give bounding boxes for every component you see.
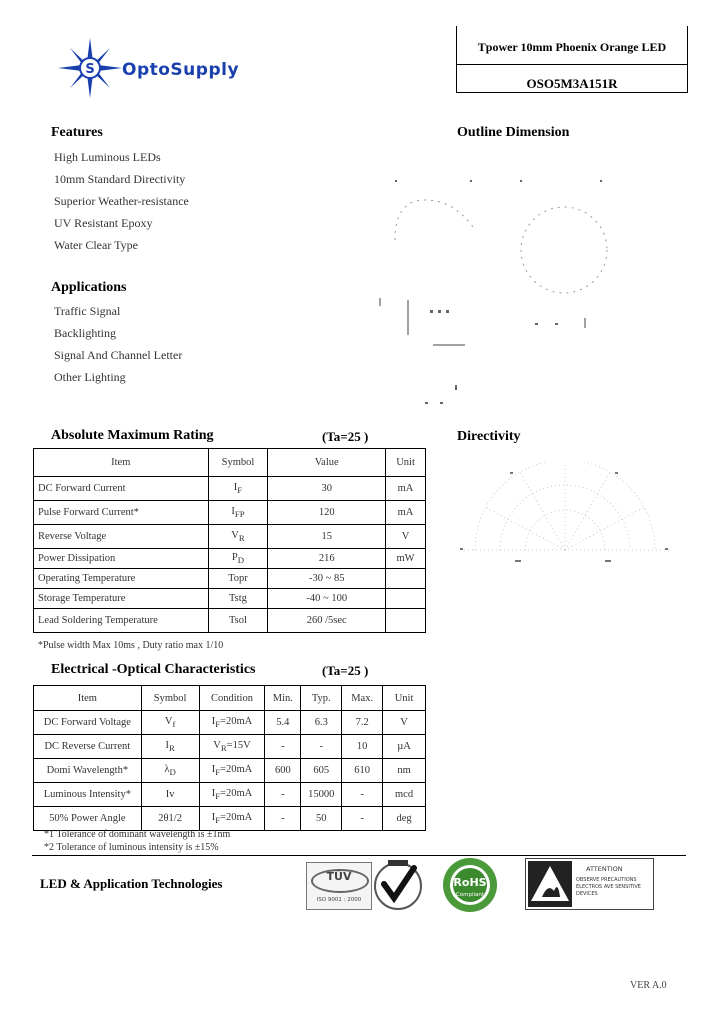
attention-text: OBSERVE PRECAUTIONS ELECTROS AVE SENSITIVE DEVICES: [576, 877, 641, 897]
col-unit: Unit: [383, 686, 426, 711]
col-symbol: Symbol: [141, 686, 199, 711]
table-row: Domi Wavelength* $\lambda_D$ $I_F=20mA$ 600 605 610 nm: [34, 759, 426, 783]
product-title: Tpower 10mm Phoenix Orange LED: [477, 40, 667, 54]
attention-title: ATTENTION: [586, 865, 623, 873]
iso-label: ISO 9001 : 2000: [316, 897, 362, 903]
application-item: Backlighting: [54, 326, 116, 340]
abs-max-condition: (Ta=25 ): [322, 429, 369, 444]
footer-divider: [32, 855, 686, 856]
table-row: Luminous Intensity* Iv $I_F=20mA$ - 15000 - mcd: [34, 783, 426, 807]
eo-table: [33, 685, 426, 831]
table-row: Storage Temperature Tstg -40 ~ 100: [34, 589, 426, 609]
tuv-label: TÜV: [326, 870, 352, 883]
company-name: LED & Application Technologies: [40, 876, 223, 891]
title-box: [456, 26, 688, 93]
eo-condition: (Ta=25 ): [322, 663, 369, 678]
col-symbol: Symbol: [208, 449, 268, 477]
col-item: Item: [34, 449, 209, 477]
table-row: Pulse Forward Current* $I_{FP}$ 120 mA: [34, 501, 426, 525]
application-item: Traffic Signal: [54, 304, 121, 318]
application-item: Signal And Channel Letter: [54, 348, 183, 362]
col-typ: Typ.: [301, 686, 342, 711]
eo-heading: Electrical -Optical Characteristics: [51, 662, 256, 677]
table-row: Lead Soldering Temperature Tsol 260 /5sec: [34, 609, 426, 633]
table-row: Power Dissipation $P_D$ 216 mW: [34, 549, 426, 569]
feature-item: Water Clear Type: [54, 238, 138, 252]
table-row: DC Forward Current $I_F$ 30 mA: [34, 477, 426, 501]
esd-attention-badge: [525, 858, 654, 910]
directivity-heading: Directivity: [457, 429, 521, 444]
table-row: Reverse Voltage $V_R$ 15 V: [34, 525, 426, 549]
application-item: Other Lighting: [54, 370, 126, 384]
part-number: OSO5M3A151R: [526, 76, 618, 91]
col-value: Value: [268, 449, 386, 477]
features-heading: Features: [51, 125, 103, 140]
col-min: Min.: [265, 686, 301, 711]
feature-item: UV Resistant Epoxy: [54, 216, 153, 230]
outline-drawing: [375, 170, 615, 410]
version-label: VER A.0: [630, 980, 667, 991]
applications-heading: Applications: [51, 280, 127, 295]
col-item: Item: [34, 686, 142, 711]
eo-note-2: *2 Tolerance of luminous intensity is ±15%: [44, 842, 219, 853]
logo: [58, 38, 278, 98]
table-row: DC Reverse Current $I_R$ $V_R=15V$ - - 10 µA: [34, 735, 426, 759]
rohs-icon: [435, 856, 505, 914]
feature-item: High Luminous LEDs: [54, 150, 161, 164]
abs-max-table: [33, 448, 426, 633]
eo-note-1: *1 Tolerance of dominant wavelength is ±1nm: [44, 829, 231, 840]
svg-text:RoHS: RoHS: [453, 876, 487, 889]
tuv-certificate-badge: [306, 862, 372, 910]
table-row: 50% Power Angle 2θ1/2 $I_F=20mA$ - 50 - deg: [34, 807, 426, 831]
table-row: Operating Temperature Topr -30 ~ 85: [34, 569, 426, 589]
svg-text:S: S: [85, 62, 95, 77]
esd-warning-icon: [528, 861, 572, 907]
directivity-diagram: [455, 462, 675, 572]
title-divider: [457, 64, 687, 65]
checkmark-icon: [370, 858, 426, 912]
svg-text:Compliant: Compliant: [455, 892, 485, 898]
col-unit: Unit: [386, 449, 426, 477]
feature-item: 10mm Standard Directivity: [54, 172, 186, 186]
table-row: DC Forward Voltage $V_f$ $I_F=20mA$ 5.4 6.3 7.2 V: [34, 711, 426, 735]
outline-heading: Outline Dimension: [457, 125, 570, 140]
abs-max-heading: Absolute Maximum Rating: [51, 428, 214, 443]
col-max: Max.: [342, 686, 383, 711]
star-burst-icon: [58, 38, 122, 98]
logo-text: OptoSupply: [122, 60, 240, 80]
abs-max-note: *Pulse width Max 10ms , Duty ratio max 1/10: [38, 640, 224, 651]
feature-item: Superior Weather-resistance: [54, 194, 189, 208]
col-condition: Condition: [199, 686, 265, 711]
